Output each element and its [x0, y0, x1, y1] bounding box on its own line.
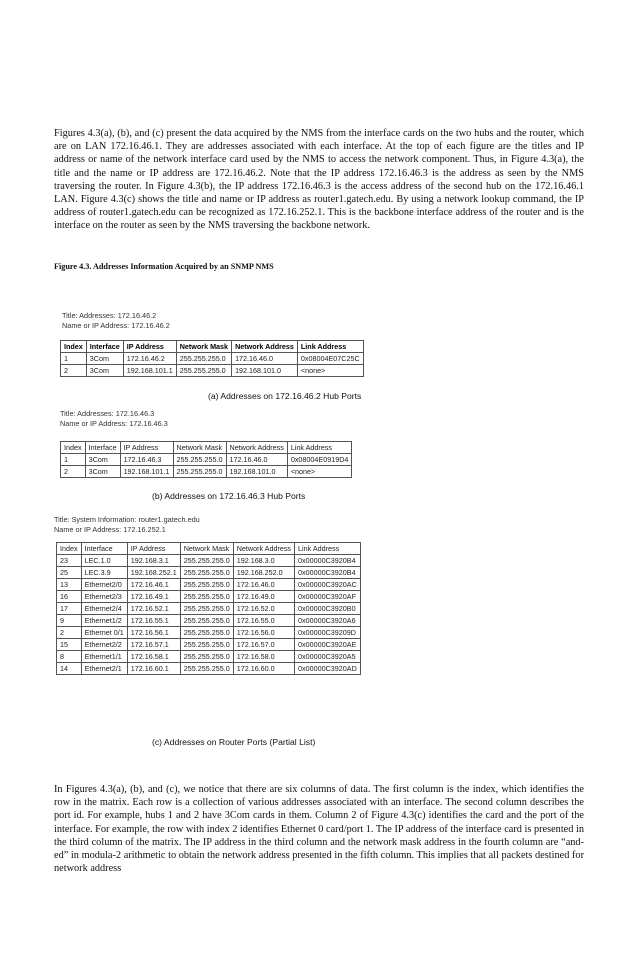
table-cell: 255.255.255.0 — [176, 365, 231, 377]
table-cell: 172.16.46.3 — [120, 454, 173, 466]
table-cell: 9 — [57, 615, 82, 627]
table-cell: 255.255.255.0 — [173, 466, 226, 478]
column-header: Link Address — [287, 442, 352, 454]
table-cell: Ethernet2/3 — [81, 591, 127, 603]
table-cell: 172.16.55.1 — [127, 615, 180, 627]
table-cell: 0x00000C39209D — [295, 627, 361, 639]
figure-a-meta — [62, 311, 170, 330]
table-cell: 172.16.58.1 — [127, 651, 180, 663]
table-cell: 172.16.57.1 — [127, 639, 180, 651]
figure-c-title: Title: System Information: router1.gatech.edu — [54, 515, 200, 524]
table-cell: 3Com — [86, 353, 123, 365]
table-cell: Ethernet2/4 — [81, 603, 127, 615]
table-cell: 172.16.46.0 — [233, 579, 294, 591]
table-row — [57, 555, 361, 567]
table-cell: 1 — [61, 454, 86, 466]
table-row — [57, 615, 361, 627]
table-cell: 192.168.3.0 — [233, 555, 294, 567]
table-cell: 172.16.55.0 — [233, 615, 294, 627]
column-header: Network Address — [233, 543, 294, 555]
table-cell: 13 — [57, 579, 82, 591]
column-header: Network Address — [232, 341, 298, 353]
figure-b-meta — [60, 409, 168, 428]
table-cell: 0x00000C3920AF — [295, 591, 361, 603]
figure-b-name: Name or IP Address: 172.16.46.3 — [60, 418, 168, 428]
table-cell: 172.16.58.0 — [233, 651, 294, 663]
figure-a-caption: (a) Addresses on 172.16.46.2 Hub Ports — [208, 391, 362, 401]
column-header: Network Mask — [176, 341, 231, 353]
table-cell: 255.255.255.0 — [180, 651, 233, 663]
table-cell: LEC.1.0 — [81, 555, 127, 567]
table-cell: 172.16.56.1 — [127, 627, 180, 639]
table-cell: 172.16.46.2 — [123, 353, 176, 365]
figure-c-meta — [54, 515, 200, 534]
table-cell: 255.255.255.0 — [173, 454, 226, 466]
table-cell: 255.255.255.0 — [180, 615, 233, 627]
table-row — [57, 651, 361, 663]
column-header: Index — [61, 442, 86, 454]
column-header: Interface — [81, 543, 127, 555]
table-cell: <none> — [297, 365, 363, 377]
table-cell: 15 — [57, 639, 82, 651]
table-cell: 192.168.252.1 — [127, 567, 180, 579]
column-header: Link Address — [295, 543, 361, 555]
column-header: Network Mask — [173, 442, 226, 454]
table-cell: 172.16.60.1 — [127, 663, 180, 675]
table-cell: 0x00000C3920A6 — [295, 615, 361, 627]
table-cell: 0x00000C3920B4 — [295, 555, 361, 567]
table-cell: 14 — [57, 663, 82, 675]
table-cell: 0x00000C3920B4 — [295, 567, 361, 579]
figure-b-table — [60, 441, 352, 478]
column-header: Interface — [85, 442, 120, 454]
table-row — [57, 567, 361, 579]
column-header: Index — [57, 543, 82, 555]
table-cell: 0x08004E0919D4 — [287, 454, 352, 466]
table-cell: 172.16.52.1 — [127, 603, 180, 615]
table-cell: 2 — [57, 627, 82, 639]
table-cell: 172.16.46.0 — [226, 454, 287, 466]
table-header-row — [57, 543, 361, 555]
table-row — [57, 579, 361, 591]
table-cell: 192.168.252.0 — [233, 567, 294, 579]
intro-paragraph: Figures 4.3(a), (b), and (c) present the data acquired by the NMS from the interface cards on the two hubs and the router, which are on LAN 172.16.46.1. They are addresses associated with each interface. At the top of each figure are the titles and IP address or name of the network interface card used by the NMS to access the network component. Thus, in Figure 4.3(a), the title and the name or IP address are 172.16.46.2. Note that the IP address 172.16.46.3 is the address as seen by the NMS traversing the router. In Figure 4.3(b), the IP address 172.16.46.3 is the access address of the second hub on the 172.16.46.1 LAN. Figure 4.3(c) shows the title and name or IP address as router1.gatech.edu. By using a network lookup command, the IP address of router1.gatech.edu can be recognized as 172.16.252.1. This is the backbone interface address of the router and is the interface on the router as seen by the NMS traversing the backbone network. — [54, 128, 584, 232]
table-cell: 25 — [57, 567, 82, 579]
column-header: Link Address — [297, 341, 363, 353]
table-cell: Ethernet 0/1 — [81, 627, 127, 639]
table-cell: 172.16.49.0 — [233, 591, 294, 603]
column-header: Index — [61, 341, 87, 353]
table-cell: 255.255.255.0 — [180, 627, 233, 639]
table-cell: 0x00000C3920AE — [295, 639, 361, 651]
figure-a-title: Title: Addresses: 172.16.46.2 — [62, 311, 157, 320]
table-row — [61, 466, 352, 478]
figure-c-name: Name or IP Address: 172.16.252.1 — [54, 524, 166, 534]
table-cell: Ethernet1/2 — [81, 615, 127, 627]
table-row — [57, 591, 361, 603]
table-cell: <none> — [287, 466, 352, 478]
figure-b-caption: (b) Addresses on 172.16.46.3 Hub Ports — [152, 491, 306, 501]
table-cell: 3Com — [86, 365, 123, 377]
column-header: IP Address — [127, 543, 180, 555]
table-cell: 192.168.3.1 — [127, 555, 180, 567]
table-cell: 255.255.255.0 — [180, 591, 233, 603]
table-row — [61, 454, 352, 466]
column-header: Interface — [86, 341, 123, 353]
table-cell: 172.16.56.0 — [233, 627, 294, 639]
table-cell: 2 — [61, 466, 86, 478]
table-cell: 0x00000C3920A5 — [295, 651, 361, 663]
figure-a-name: Name or IP Address: 172.16.46.2 — [62, 320, 170, 330]
table-cell: 0x00000C3920B0 — [295, 603, 361, 615]
table-cell: 255.255.255.0 — [180, 639, 233, 651]
table-cell: 192.168.101.1 — [123, 365, 176, 377]
column-header: Network Address — [226, 442, 287, 454]
table-cell: 192.168.101.1 — [120, 466, 173, 478]
figure-heading: Figure 4.3. Addresses Information Acquired by an SNMP NMS — [54, 262, 274, 271]
table-cell: 255.255.255.0 — [180, 555, 233, 567]
table-cell: 172.16.49.1 — [127, 591, 180, 603]
table-cell: 23 — [57, 555, 82, 567]
table-row — [57, 663, 361, 675]
figure-c-caption: (c) Addresses on Router Ports (Partial List) — [152, 737, 316, 747]
table-cell: Ethernet1/1 — [81, 651, 127, 663]
table-cell: Ethernet2/2 — [81, 639, 127, 651]
table-cell: 172.16.46.1 — [127, 579, 180, 591]
table-cell: 255.255.255.0 — [176, 353, 231, 365]
table-cell: 1 — [61, 353, 87, 365]
table-cell: 16 — [57, 591, 82, 603]
table-cell: 0x08004E07C25C — [297, 353, 363, 365]
table-cell: 192.168.101.0 — [232, 365, 298, 377]
closing-paragraph: In Figures 4.3(a), (b), and (c), we notice that there are six columns of data. The first column is the index, which identifies the row in the matrix. Each row is a collection of various addresses associated with an interface. The second column describes the port id. For example, hubs 1 and 2 have 3Com cards in them. Column 2 of Figure 4.3(c) identifies the card and the port of the interface. For example, the row with index 2 identifies Ethernet 0 card/port 1. The IP address of the interface card is presented in the third column of the matrix. The IP address in the third column and the network mask address in the fourth column are “and-ed” in modula-2 arithmetic to obtain the network address presented in the fifth column. This implies that all packets destined for network address — [54, 784, 584, 875]
table-cell: 17 — [57, 603, 82, 615]
table-row — [61, 365, 364, 377]
table-cell: 3Com — [85, 454, 120, 466]
table-row — [57, 639, 361, 651]
table-cell: 255.255.255.0 — [180, 567, 233, 579]
table-cell: 172.16.52.0 — [233, 603, 294, 615]
table-cell: 255.255.255.0 — [180, 603, 233, 615]
table-header-row — [61, 442, 352, 454]
table-row — [61, 353, 364, 365]
table-cell: 255.255.255.0 — [180, 579, 233, 591]
table-cell: 8 — [57, 651, 82, 663]
figure-c-table — [56, 542, 361, 675]
table-cell: 172.16.60.0 — [233, 663, 294, 675]
table-cell: Ethernet2/0 — [81, 579, 127, 591]
table-cell: 2 — [61, 365, 87, 377]
table-cell: 0x00000C3920AC — [295, 579, 361, 591]
table-cell: Ethernet2/1 — [81, 663, 127, 675]
table-cell: 3Com — [85, 466, 120, 478]
table-header-row — [61, 341, 364, 353]
table-cell: 192.168.101.0 — [226, 466, 287, 478]
table-cell: 0x00000C3920AD — [295, 663, 361, 675]
column-header: IP Address — [123, 341, 176, 353]
column-header: IP Address — [120, 442, 173, 454]
table-cell: LEC.3.9 — [81, 567, 127, 579]
table-cell: 172.16.57.0 — [233, 639, 294, 651]
column-header: Network Mask — [180, 543, 233, 555]
figure-b-title: Title: Addresses: 172.16.46.3 — [60, 409, 155, 418]
table-row — [57, 603, 361, 615]
table-row — [57, 627, 361, 639]
table-cell: 172.16.46.0 — [232, 353, 298, 365]
figure-a-table — [60, 340, 364, 377]
table-cell: 255.255.255.0 — [180, 663, 233, 675]
